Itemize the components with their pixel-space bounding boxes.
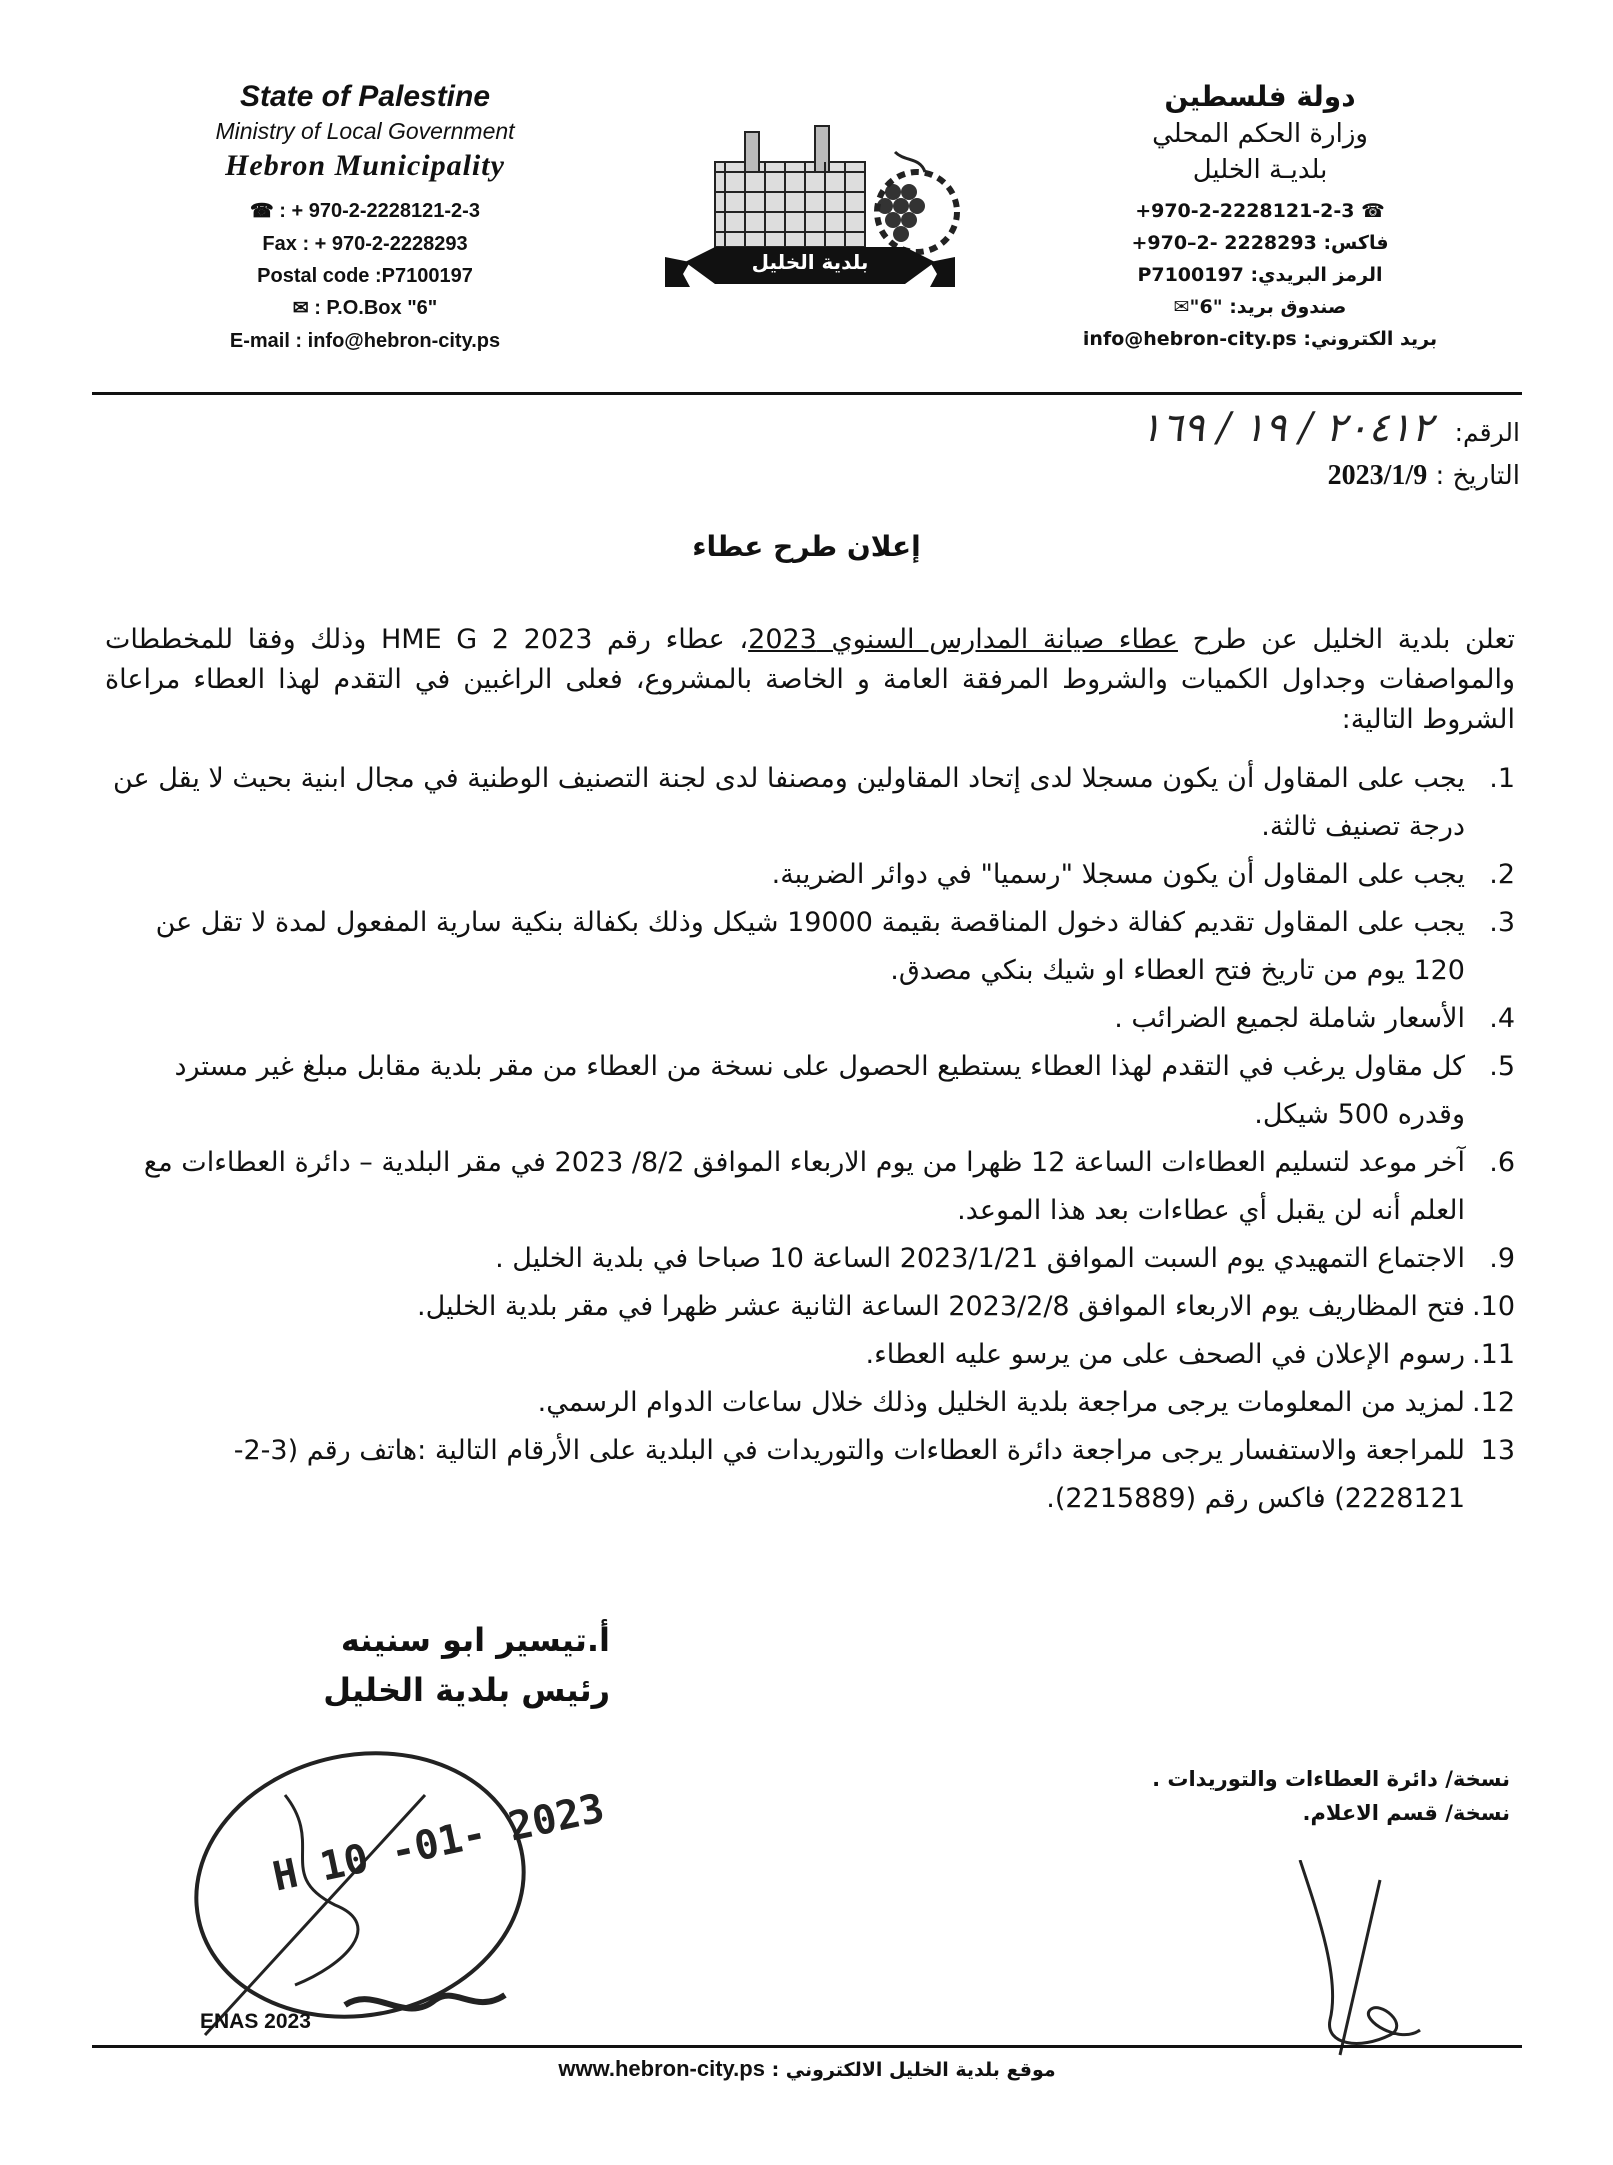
email-en: E-mail : info@hebron-city.ps xyxy=(229,330,501,352)
header-english xyxy=(150,80,580,357)
envelope-icon: ✉ xyxy=(292,298,309,319)
list-item: 6. آخر موعد لتسليم العطاءات الساعة 12 ظهرا من يوم الاربعاء الموافق 8/2/ 2023 في مقر البلدية – دائرة العطاءات مع العلم أنه لن يقبل أي عطاءات بعد هذا الموعد. xyxy=(143,1147,1515,1226)
copies-list xyxy=(1080,1762,1510,1830)
header-divider xyxy=(92,392,1522,395)
pobox-ar: صندوق بريد: "6"✉ xyxy=(1173,296,1347,318)
stamp-date-text: H 10 -01- 2023 xyxy=(268,1785,609,1901)
ministry-en: Ministry of Local Government xyxy=(215,118,515,144)
tender-name: عطاء صيانة المدارس السنوي 2023 xyxy=(748,624,1178,655)
list-item: 1. يجب على المقاول أن يكون مسجلا لدى إتحاد المقاولين ومصنفا لدى لجنة التصنيف الوطنية في مجال ابنية بحيث لا يقل عن درجة تصنيف ثالثة. xyxy=(112,763,1515,842)
document-date: التاريخ : 2023/1/9 xyxy=(1327,460,1520,491)
list-item: 5. كل مقاول يرغب في التقدم لهذا العطاء يستطيع الحصول على نسخة من العطاء من مقر بلدية مقابل مبلغ غير مسترد وقدره 500 شيكل. xyxy=(174,1051,1515,1130)
list-item: 4. الأسعار شاملة لجميع الضرائب . xyxy=(1114,1003,1515,1034)
postal-en: Postal code :P7100197 xyxy=(257,265,473,287)
fax-en: Fax : + 970-2-2228293 xyxy=(262,233,468,255)
footer-divider xyxy=(92,2045,1522,2048)
phone-ar: ☎ +970-2-2228121-2-3 xyxy=(1135,200,1385,222)
footer-code: ENAS 2023 xyxy=(200,2010,311,2033)
header-arabic xyxy=(1030,80,1490,355)
pobox-en: ✉ : P.O.Box "6" xyxy=(292,297,438,319)
intro-paragraph: تعلن بلدية الخليل عن طرح عطاء صيانة المدارس السنوي 2023، عطاء رقم HME G 2 2023 وذلك وفقا للمخططات والمواصفات وجداول الكميات والشروط المرفقة العامة و الخاصة بالمشروع، فعلى الراغبين في التقدم لهذا العطاء مراعاة الشروط التالية: xyxy=(105,624,1516,735)
email-ar: بريد الكتروني: info@hebron-city.ps xyxy=(1082,328,1438,350)
signature-block xyxy=(150,1615,610,1715)
municipality-en: Hebron Municipality xyxy=(225,149,505,182)
copy-item: نسخة/ دائرة العطاءات والتوريدات . xyxy=(1152,1767,1510,1791)
list-item: 13 للمراجعة والاستفسار يرجى مراجعة دائرة العطاءات والتوريدات في البلدية على الأرقام التالية :هاتف رقم (3-2-2228121) فاكس رقم (2215889). xyxy=(233,1435,1515,1514)
envelope-icon: ✉ xyxy=(1173,296,1190,318)
conditions-list xyxy=(105,755,1515,1523)
document-title: إعلان طرح عطاء xyxy=(692,530,921,563)
list-item: 9. الاجتماع التمهيدي يوم السبت الموافق 2023/1/21 الساعة 10 صباحا في بلدية الخليل . xyxy=(495,1243,1515,1274)
handwritten-signature xyxy=(1280,1860,1430,2060)
phone-en: ☎ : + 970-2-2228121-2-3 xyxy=(250,200,480,222)
list-item: 3. يجب على المقاول تقديم كفالة دخول المناقصة بقيمة 19000 شيكل وذلك بكفالة بنكية سارية المفعول لمدة لا تقل عن 120 يوم من تاريخ فتح العطاء او شيك بنكي مصدق. xyxy=(155,907,1515,986)
phone-icon: ☎ xyxy=(250,201,274,222)
postal-ar: الرمز البريدي: P7100197 xyxy=(1137,264,1383,286)
signatory-name: أ.تيسير ابو سنينه xyxy=(340,1621,610,1659)
list-item: 11. رسوم الإعلان في الصحف على من يرسو عليه العطاء. xyxy=(865,1339,1515,1370)
list-item: 10. فتح المظاريف يوم الاربعاء الموافق 2023/2/8 الساعة الثانية عشر ظهرا في مقر بلدية الخليل. xyxy=(417,1291,1515,1322)
handwritten-reference: ٢٠٤١٢ / ١٩ / ١٦٩ xyxy=(1140,405,1433,451)
state-title-ar: دولة فلسطين xyxy=(1164,80,1356,113)
state-title-en: State of Palestine xyxy=(239,80,491,113)
municipality-ar: بلديـة الخليل xyxy=(1192,155,1328,185)
footer: موقع بلدية الخليل الالكتروني : www.hebron-city.ps xyxy=(558,2056,1056,2081)
copy-item: نسخة/ قسم الاعلام. xyxy=(1302,1801,1510,1825)
municipality-logo xyxy=(655,112,965,312)
phone-icon: ☎ xyxy=(1361,200,1385,222)
list-item: 12. لمزيد من المعلومات يرجى مراجعة بلدية الخليل وذلك خلال ساعات الدوام الرسمي. xyxy=(537,1387,1515,1418)
website-link[interactable]: www.hebron-city.ps xyxy=(558,2056,765,2081)
list-item: 2. يجب على المقاول أن يكون مسجلا "رسميا" في دوائر الضريبة. xyxy=(771,859,1515,890)
reference-number: الرقم: ٢٠٤١٢ / ١٩ / ١٦٩ xyxy=(1140,405,1520,451)
ministry-ar: وزارة الحكم المحلي xyxy=(1152,119,1368,149)
signatory-position: رئيس بلدية الخليل xyxy=(323,1671,610,1709)
fax-ar: فاكس: +970–2- 2228293 xyxy=(1131,232,1389,254)
logo-banner-text: بلدية الخليل xyxy=(751,250,869,274)
